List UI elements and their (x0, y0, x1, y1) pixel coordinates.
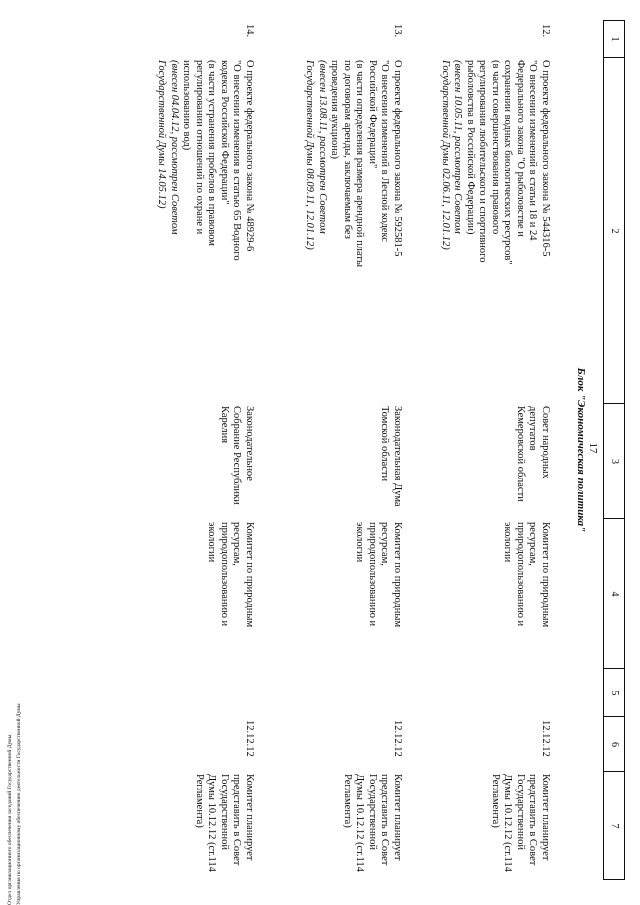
header-col-7: 7 (604, 771, 624, 880)
note: Комитет планирует представить в Совет Государственной Думы 10.12.12 (ст.114 Регламента) (194, 774, 255, 872)
bill-title-line: регулировании отношений по охране и (194, 60, 205, 235)
bill-meta-line: (внесен 10.05.11, рассмотрен Советом (452, 60, 464, 234)
responsible-committee: Комитет по природным ресурсам, природопользованию и экологии (354, 522, 403, 628)
bill-title-line: (в части определения размера арендной платы (354, 60, 366, 268)
bill-title-line: по договорам аренды, заключаемым без (342, 60, 353, 239)
date: 12.12.12 (392, 720, 403, 757)
bill-title-line: "О внесении изменений в статьи 18 и 24 (527, 60, 539, 241)
row-number: 12. (540, 24, 551, 38)
footer-line-2: Управления по организационному обеспечению деятельности Государственной Думы (16, 703, 22, 905)
header-col-4: 4 (604, 518, 624, 669)
note: Комитет планирует представить в Совет Государственной Думы 10.12.12 (ст.114 Регламента) (490, 774, 551, 872)
bill-title-line: (в части совершенствования правового (490, 60, 501, 235)
bill-meta-line: (внесен 13.08.11, рассмотрен Советом (317, 60, 328, 234)
row-number: 14. (244, 24, 255, 38)
bill-meta-line: Государственной Думы 14.05.12) (156, 60, 168, 209)
row-number: 13. (392, 24, 403, 38)
footer (6, 575, 24, 905)
responsible-committee: Комитет по природным ресурсам, природопользованию и экологии (502, 522, 551, 628)
bill-title-line: Российской Федерации" (367, 60, 378, 169)
bill-description (155, 60, 255, 360)
bill-meta-line: Государственной Думы 02.06.11, 12.01.12) (440, 60, 451, 250)
bill-title-line: Федерального закона "О рыболовстве и (515, 60, 526, 237)
bill-title-line: О проекте федерального закона № 544316-5 (540, 60, 551, 257)
bill-title-line: "О внесении изменения в статью 65 Водного (231, 60, 243, 261)
table-header (603, 20, 625, 880)
block-title: Блок "Экономическая политика" (575, 367, 587, 533)
note: Комитет планирует представить в Совет Государственной Думы 10.12.12 (ст.114 Регламента) (342, 774, 403, 872)
date: 12.12.12 (540, 720, 551, 757)
bill-description (303, 60, 403, 360)
header-col-2: 2 (604, 57, 624, 404)
bill-description (439, 60, 552, 360)
initiator: Законодательная Дума Томской области (379, 406, 403, 507)
bill-title-line: (в части устранения пробелов в правовом (206, 60, 218, 246)
bill-title-line: использованию вод) (181, 60, 193, 151)
bill-title-line: рыболовства в Российской Федерации) (465, 60, 476, 235)
bill-title-line: "О внесении изменений в Лесной кодекс (379, 60, 391, 242)
header-col-1: 1 (609, 36, 620, 42)
bill-title-line: О проекте федерального закона № 48929-6 (244, 60, 255, 252)
initiator: Законодательное Собрание Республики Карелия (219, 406, 255, 505)
date: 12.12.12 (244, 720, 255, 757)
bill-title-line: сохранении водных биологических ресурсов" (502, 60, 514, 265)
bill-meta-line: Государственной Думы 08.09.11, 12.01.12) (304, 60, 316, 250)
header-col-6: 6 (604, 716, 624, 772)
header-col-5: 5 (604, 668, 624, 717)
responsible-committee: Комитет по природным ресурсам, природопользованию и экологии (206, 522, 255, 628)
bill-title-line: О проекте федерального закона № 592581-5 (392, 60, 403, 257)
page-number: 17 (587, 442, 599, 454)
rotated-table-page (40, 20, 625, 880)
initiator: Совет народных депутатов Кемеровской области (515, 406, 551, 502)
bill-title-line: проведения аукциона) (329, 60, 341, 159)
header-col-3: 3 (604, 403, 624, 519)
bill-meta-line: (внесен 04.04.12, рассмотрен Советом (169, 60, 180, 235)
bill-title-line: регулирования любительского и спортивного (477, 60, 489, 263)
footer-line-1: Отдел организационного обеспечения заседаний Государственной Думы (7, 734, 13, 905)
bill-title-line: кодекса Российской Федерации" (219, 60, 230, 205)
